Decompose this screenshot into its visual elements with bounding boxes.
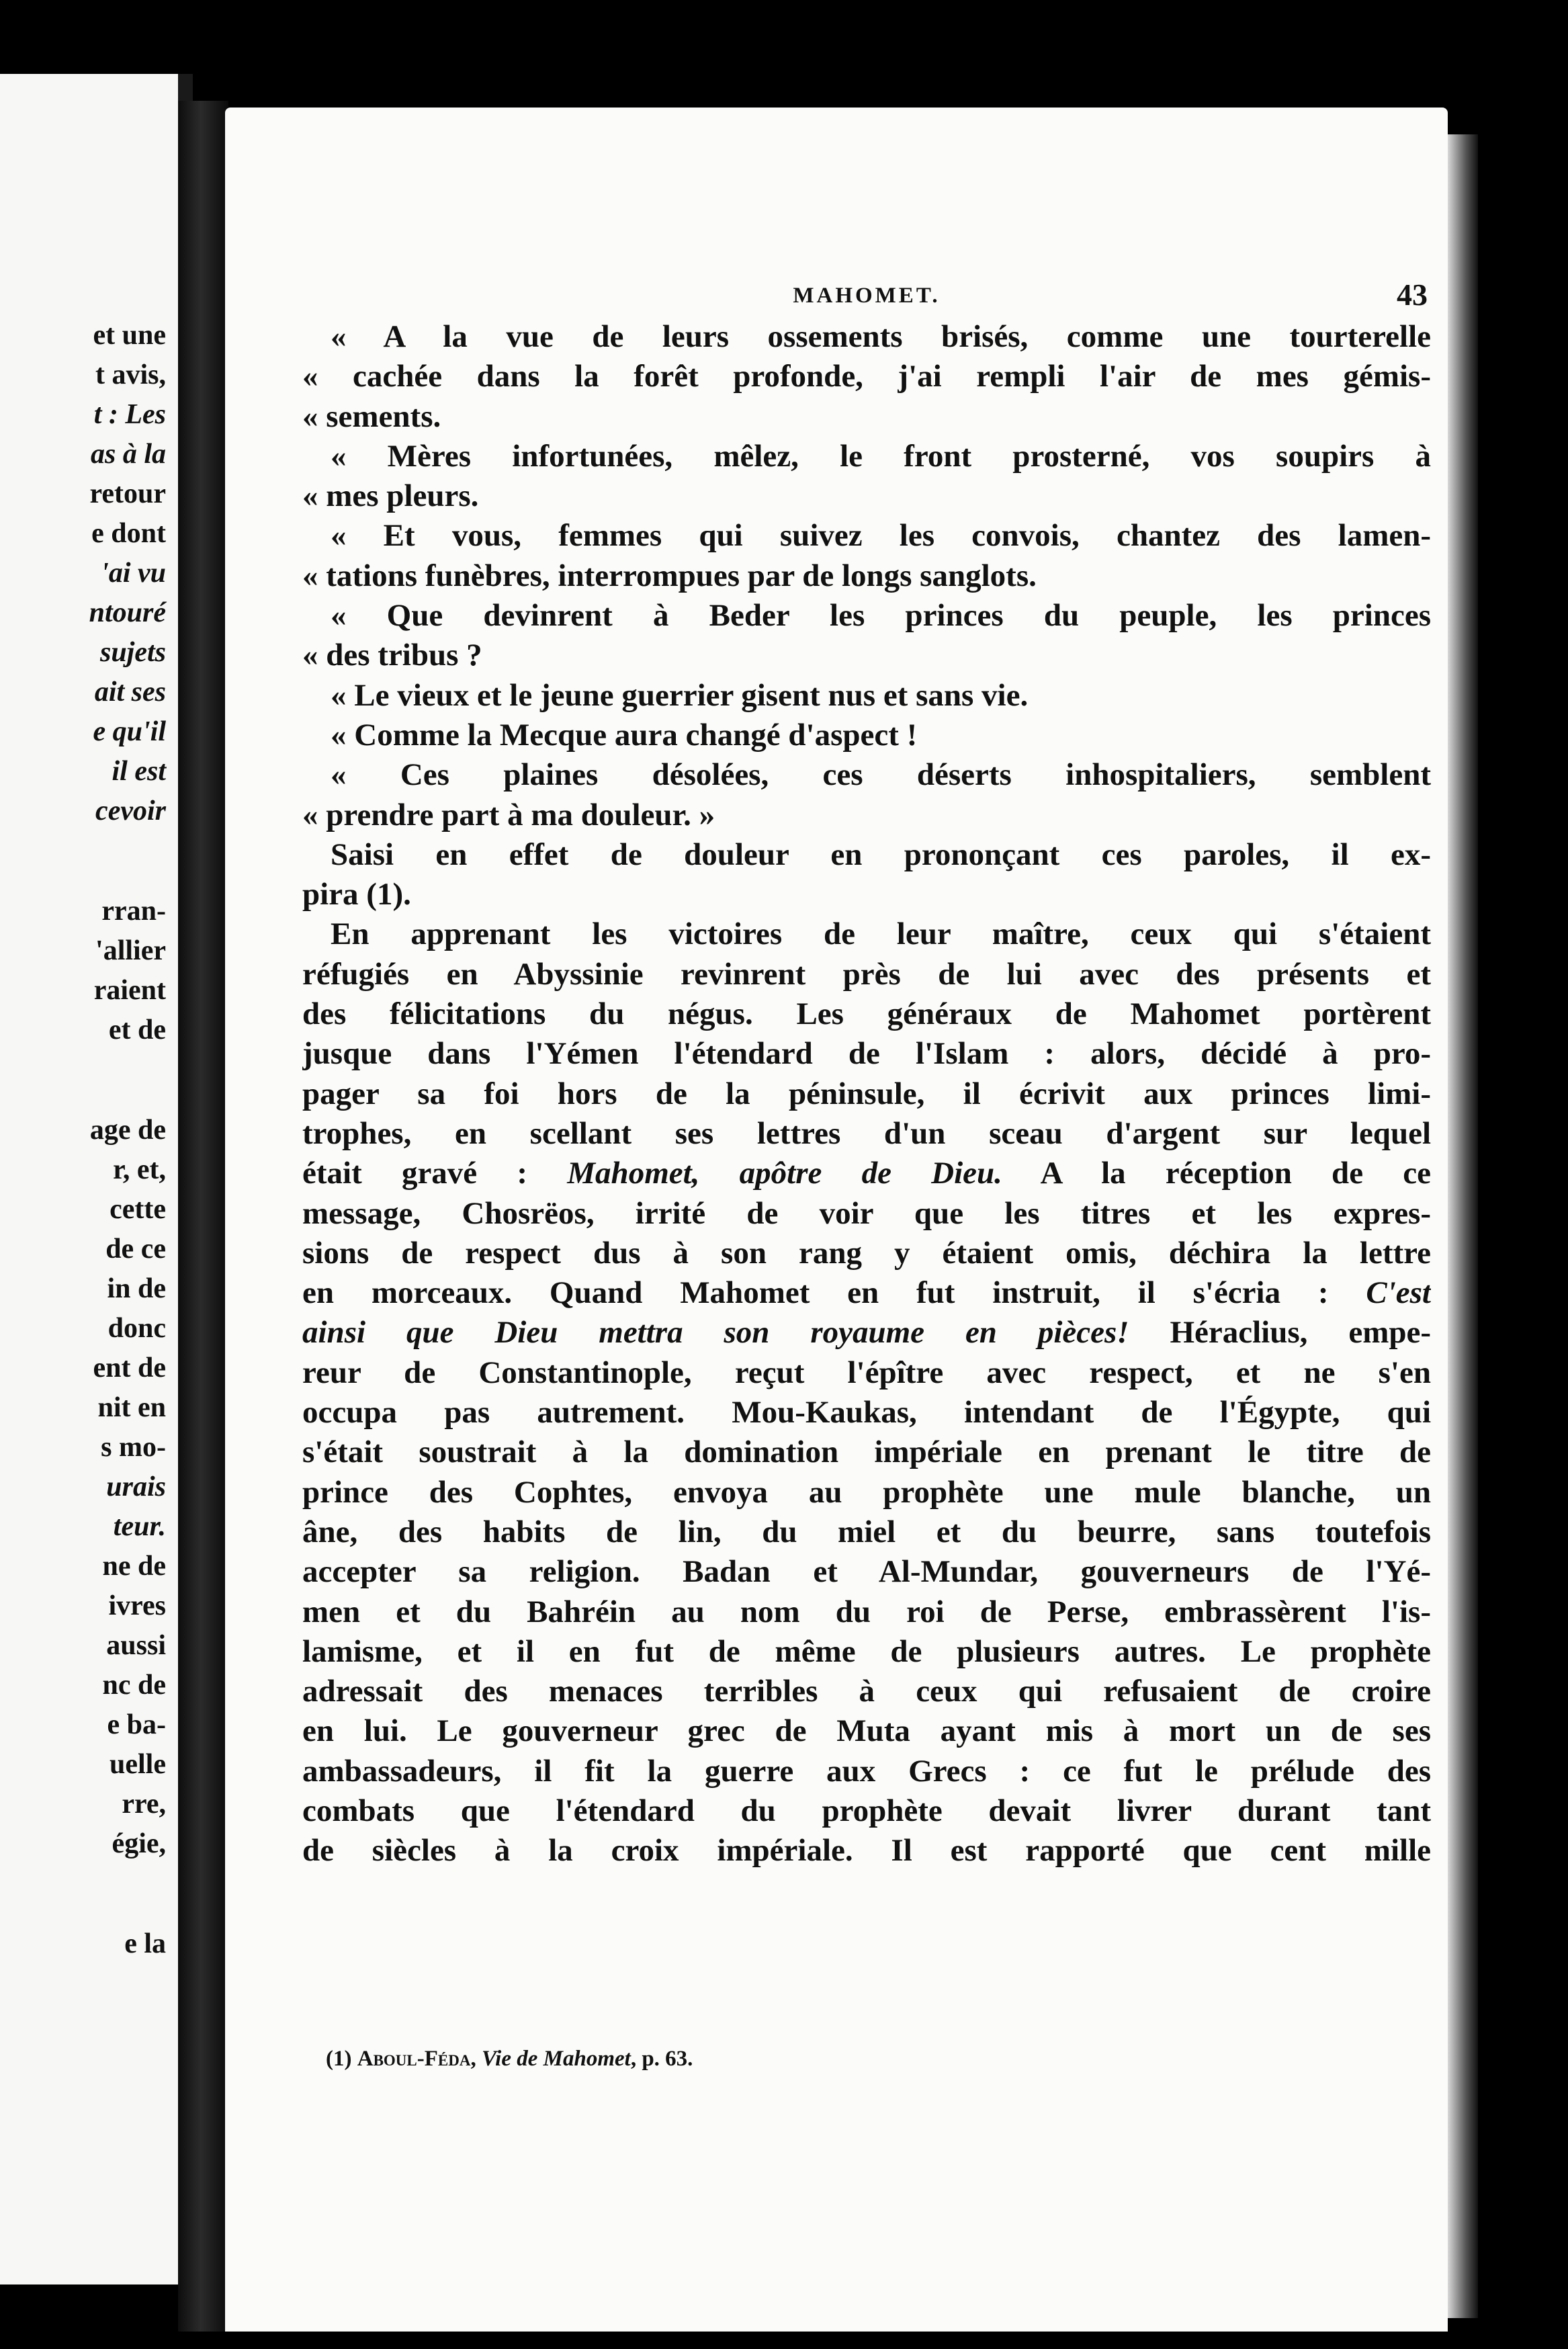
text-line: « des tribus ? xyxy=(302,638,482,673)
facing-page-line: uelle xyxy=(110,1749,166,1780)
facing-page-line: retour xyxy=(89,478,166,509)
facing-page-line: 'ai vu xyxy=(101,558,166,589)
text-line: « prendre part à ma douleur. » xyxy=(302,797,715,832)
text-line: réfugiés en Abyssinie revinrent près de lui avec des présents et xyxy=(302,956,1431,992)
facing-page-line: égie, xyxy=(112,1828,166,1859)
text-line: des félicitations du négus. Les généraux de Mahomet portèrent xyxy=(302,996,1431,1032)
italic-quote: Mahomet, apôtre de Dieu. xyxy=(567,1156,1002,1191)
facing-page-line: as à la xyxy=(90,439,166,470)
facing-page-line: ne de xyxy=(102,1551,166,1582)
facing-page-line xyxy=(0,1864,166,1924)
facing-page-line: ait ses xyxy=(94,677,166,708)
facing-page-text xyxy=(0,316,166,1964)
text-line: « tations funèbres, interrompues par de longs sanglots. xyxy=(302,558,1037,593)
text-line: lamisme, et il en fut de même de plusieurs autres. Le prophète xyxy=(302,1633,1431,1669)
page-edge-shadow xyxy=(1448,134,1478,2318)
text-line: men et du Bahréin au nom du roi de Perse, embrassèrent l'is- xyxy=(302,1594,1431,1629)
text-line: trophes, en scellant ses lettres d'un sceau d'argent sur lequel xyxy=(302,1115,1431,1151)
facing-page-line: ent de xyxy=(93,1353,166,1383)
text-line xyxy=(302,1273,1431,1313)
book-page xyxy=(225,108,1448,2332)
facing-page-line: t : Les xyxy=(93,399,166,430)
footnote: (1) Aboul-Féda, Vie de Mahomet, p. 63. xyxy=(326,2047,693,2071)
text-line: reur de Constantinople, reçut l'épître avec respect, et ne s'en xyxy=(302,1355,1431,1390)
facing-page-line: raient xyxy=(93,975,166,1006)
text-line: « Ces plaines désolées, ces déserts inhospitaliers, semblent xyxy=(331,757,1431,793)
footnote-page: , p. 63. xyxy=(630,2047,693,2071)
facing-page-line: et de xyxy=(108,1015,166,1045)
facing-page-line: rre, xyxy=(122,1789,166,1820)
facing-page-line: rran- xyxy=(101,896,166,927)
text-line: « Et vous, femmes qui suivez les convois, chantez des lamen- xyxy=(331,518,1431,554)
body-text xyxy=(302,317,1431,1871)
facing-page-line: cette xyxy=(110,1194,166,1225)
facing-page-line: e dont xyxy=(91,518,166,549)
facing-page-line: donc xyxy=(107,1313,166,1344)
text-line-segment: en morceaux. Quand Mahomet en fut instruit, il s'écria : xyxy=(302,1275,1366,1311)
facing-page-line: et une xyxy=(93,320,166,351)
text-line: en lui. Le gouverneur grec de Muta ayant mis à mort un de ses xyxy=(302,1713,1431,1749)
text-line: message, Chosrëos, irrité de voir que les titres et les expres- xyxy=(302,1195,1431,1231)
text-line: pager sa foi hors de la péninsule, il écrivit aux princes limi- xyxy=(302,1076,1431,1111)
facing-page-line: teur. xyxy=(113,1511,166,1542)
text-line: « Que devinrent à Beder les princes du peuple, les princes xyxy=(331,598,1431,634)
text-line-segment: était gravé : xyxy=(302,1156,568,1191)
text-line xyxy=(302,1154,1431,1193)
text-line: occupa pas autrement. Mou-Kaukas, intendant de l'Égypte, qui xyxy=(302,1395,1431,1430)
text-line: « A la vue de leurs ossements brisés, comme une tourterelle xyxy=(331,319,1431,354)
facing-page-line: ivres xyxy=(108,1590,166,1621)
footnote-author: Aboul-Féda xyxy=(357,2047,471,2071)
italic-quote: ainsi que Dieu mettra son royaume en pièces! xyxy=(302,1315,1129,1351)
text-line: pira (1). xyxy=(302,877,411,912)
facing-page-line xyxy=(0,831,166,892)
facing-page-line: 'allier xyxy=(95,935,166,966)
footnote-marker: (1) xyxy=(326,2047,352,2071)
facing-page-line: cevoir xyxy=(95,796,166,826)
text-line: prince des Cophtes, envoya au prophète une mule blanche, un xyxy=(302,1474,1431,1510)
text-line-segment: Héraclius, empe- xyxy=(1129,1315,1431,1351)
facing-page-line: urais xyxy=(106,1471,166,1502)
text-line: de siècles à la croix impériale. Il est rapporté que cent mille xyxy=(302,1833,1431,1869)
text-line: ambassadeurs, il fit la guerre aux Grecs : ce fut le prélude des xyxy=(302,1753,1431,1789)
facing-page-line: sujets xyxy=(99,637,166,668)
facing-page-line: e qu'il xyxy=(93,716,166,747)
text-line: « cachée dans la forêt profonde, j'ai rempli l'air de mes gémis- xyxy=(302,359,1431,394)
facing-page-line: il est xyxy=(112,756,166,787)
text-line: « sements. xyxy=(302,398,441,434)
text-line: « Mères infortunées, mêlez, le front prosterné, vos soupirs à xyxy=(331,438,1431,474)
facing-page-line: e ba- xyxy=(107,1709,166,1740)
facing-page-line: e la xyxy=(124,1928,166,1959)
facing-page-line: de ce xyxy=(105,1234,166,1265)
facing-page-line: ntouré xyxy=(89,597,166,628)
text-line: âne, des habits de lin, du miel et du beurre, sans toutefois xyxy=(302,1514,1431,1549)
page-number: 43 xyxy=(1397,277,1428,312)
facing-page-line: nc de xyxy=(102,1670,166,1701)
text-line: s'était soustrait à la domination impériale en prenant le titre de xyxy=(302,1435,1431,1470)
running-title: MAHOMET. xyxy=(793,284,941,308)
facing-page-line: age de xyxy=(89,1115,166,1146)
text-line: Saisi en effet de douleur en prononçant ces paroles, il ex- xyxy=(331,837,1431,872)
text-line: « Le vieux et le jeune guerrier gisent nus et sans vie. xyxy=(331,677,1029,713)
facing-page-line: nit en xyxy=(97,1392,166,1423)
text-line: « Comme la Mecque aura changé d'aspect ! xyxy=(331,717,918,753)
facing-page-line: s mo- xyxy=(101,1432,166,1463)
facing-page-line xyxy=(0,1050,166,1111)
text-line: adressait des menaces terribles à ceux qui refusaient de croire xyxy=(302,1674,1431,1709)
text-line: combats que l'étendard du prophète devait livrer durant tant xyxy=(302,1793,1431,1828)
facing-page-line: in de xyxy=(107,1273,166,1304)
running-head xyxy=(306,275,1428,323)
facing-page-left xyxy=(0,74,193,2284)
text-line: sions de respect dus à son rang y étaient omis, déchira la lettre xyxy=(302,1235,1431,1271)
facing-page-line: aussi xyxy=(106,1630,166,1661)
text-line: « mes pleurs. xyxy=(302,478,479,514)
text-line: En apprenant les victoires de leur maître, ceux qui s'étaient xyxy=(331,916,1431,952)
italic-quote: C'est xyxy=(1366,1275,1431,1311)
footnote-work: Vie de Mahomet xyxy=(481,2047,631,2071)
text-line xyxy=(302,1313,1431,1353)
text-line: accepter sa religion. Badan et Al-Mundar, gouverneurs de l'Yé- xyxy=(302,1554,1431,1590)
facing-page-line: r, et, xyxy=(113,1154,166,1185)
facing-page-line: t avis, xyxy=(95,359,166,390)
text-line-segment: A la réception de ce xyxy=(1002,1156,1431,1191)
book-gutter xyxy=(178,101,228,2332)
text-line: jusque dans l'Yémen l'étendard de l'Islam : alors, décidé à pro- xyxy=(302,1036,1431,1072)
